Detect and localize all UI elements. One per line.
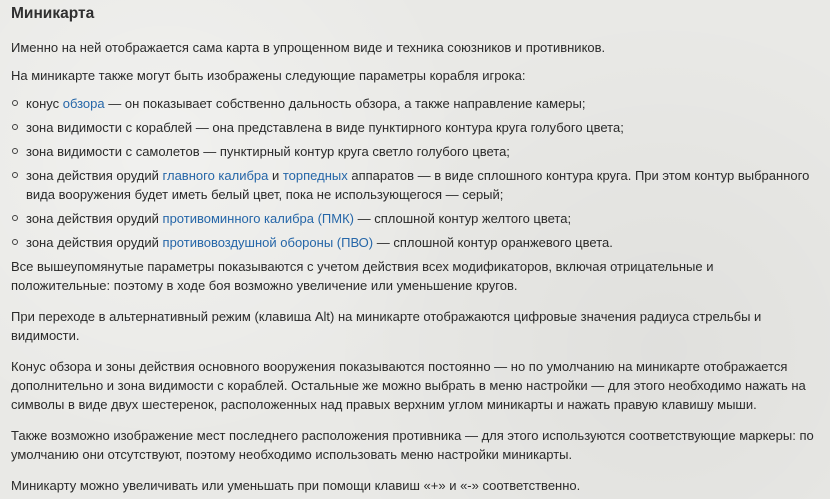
list-item-text: зона действия орудий bbox=[26, 211, 163, 226]
bullet-circle-icon bbox=[12, 148, 18, 154]
list-item-text: — он показывает собственно дальность обзора, а также направление камеры; bbox=[104, 96, 586, 111]
list-item-text: зона действия орудий bbox=[26, 235, 163, 250]
paragraph-zoom-keys: Миникарту можно увеличивать или уменьшать при помощи клавиш «+» и «-» соответственно. bbox=[11, 478, 581, 493]
link-view[interactable]: обзора bbox=[62, 96, 105, 111]
list-item-ship-visibility bbox=[11, 118, 816, 137]
paragraph-alt-mode: При переходе в альтернативный режим (клавиша Alt) на миникарте отображаются цифровые значения радиуса стрельбы и видимости. bbox=[11, 309, 762, 343]
intro-paragraph-1: Именно на ней отображается сама карта в упрощенном виде и техника союзников и противников. bbox=[11, 40, 606, 55]
list-item-text: конус bbox=[26, 96, 63, 111]
list-item-text: и bbox=[268, 168, 283, 183]
list-item-plane-visibility bbox=[11, 142, 816, 161]
list-item-secondary-battery bbox=[11, 209, 816, 228]
link-torpedo[interactable]: торпедных bbox=[282, 168, 348, 183]
bullet-circle-icon bbox=[12, 100, 18, 106]
parameter-list bbox=[11, 94, 816, 252]
bullet-circle-icon bbox=[12, 172, 18, 178]
bullet-circle-icon bbox=[12, 124, 18, 130]
link-anti-aircraft[interactable]: противовоздушной обороны (ПВО) bbox=[162, 235, 374, 250]
paragraph-default-display: Конус обзора и зоны действия основного вооружения показываются постоянно — но по умолчанию на миникарте отображается дополнительно и зона видимости с кораблей. Остальные же можно выбрать в меню настройки — для этого необходимо нажать на символы в виде двух шестеренок, расположенных над правых верхним углом миникарты и нажать правую клавишу мыши. bbox=[11, 359, 806, 412]
list-item-anti-aircraft bbox=[11, 233, 816, 252]
bullet-circle-icon bbox=[12, 215, 18, 221]
bullet-circle-icon bbox=[12, 239, 18, 245]
list-item-text: — сплошной контур оранжевого цвета. bbox=[373, 235, 613, 250]
list-item-text: зона видимости с кораблей — она представлена в виде пунктирного контура круга голубого цвета; bbox=[26, 120, 624, 135]
list-item-text: зона действия орудий bbox=[26, 168, 163, 183]
paragraph-modifiers: Все вышеупомянутые параметры показываются с учетом действия всех модификаторов, включая отрицательные и положительные: поэтому в ходе боя возможно увеличение или уменьшение кругов. bbox=[11, 259, 714, 293]
intro-paragraph-2: На миникарте также могут быть изображены следующие параметры корабля игрока: bbox=[11, 68, 526, 83]
list-item-text: — сплошной контур желтого цвета; bbox=[354, 211, 572, 226]
paragraph-enemy-markers: Также возможно изображение мест последнего расположения противника — для этого используются соответствующие маркеры: по умолчанию они отсутствуют, поэтому необходимо использовать меню настройки миникарты. bbox=[11, 428, 814, 462]
list-item-text: аппаратов — в виде сплошного контура круга. При этом контур выбранного вида вооружения будет иметь белый цвет, пока не использующегося — серый; bbox=[26, 168, 810, 202]
list-item-view-cone bbox=[11, 94, 816, 113]
section-title: Миникарта bbox=[11, 5, 95, 22]
list-item-text: зона видимости с самолетов — пунктирный контур круга светло голубого цвета; bbox=[26, 144, 510, 159]
list-item-main-battery-torpedoes bbox=[11, 166, 816, 204]
link-main-battery[interactable]: главного калибра bbox=[162, 168, 269, 183]
link-secondary-battery[interactable]: противоминного калибра (ПМК) bbox=[162, 211, 355, 226]
